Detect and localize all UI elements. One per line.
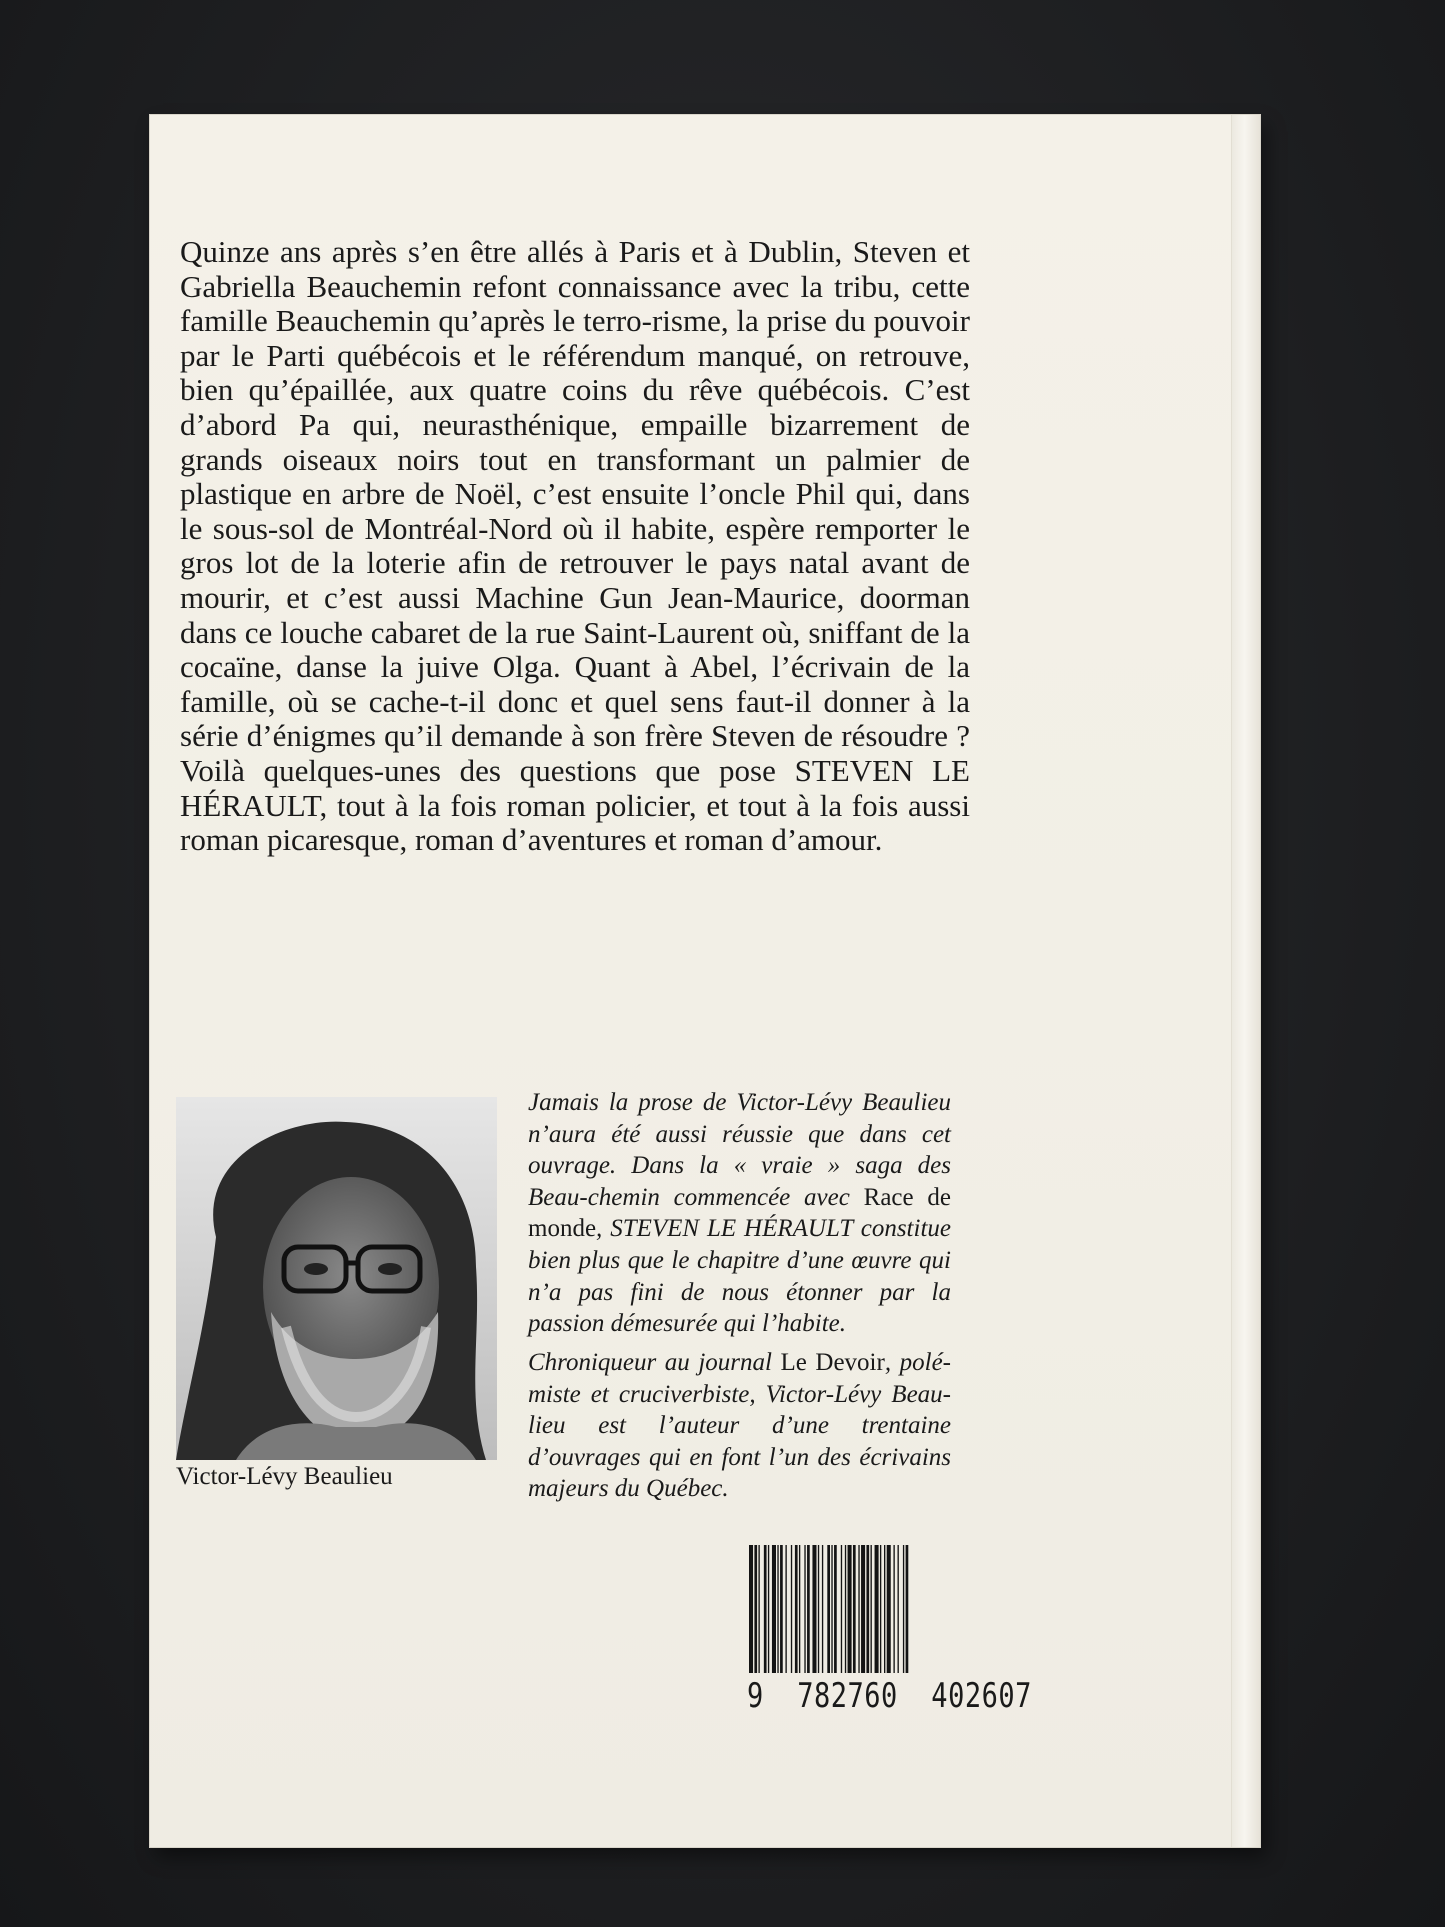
barcode-bar <box>871 1545 872 1673</box>
barcode-bar <box>848 1545 852 1673</box>
barcode-bar <box>893 1545 894 1673</box>
barcode-bar <box>785 1545 786 1673</box>
quote-book-title: Race de monde <box>528 1183 952 1243</box>
barcode-bar <box>772 1545 776 1673</box>
barcode-bar <box>887 1545 891 1673</box>
book-edge <box>1231 115 1260 1847</box>
barcode-bar <box>768 1545 769 1673</box>
barcode-bar <box>822 1545 823 1673</box>
barcode-bar <box>898 1545 899 1673</box>
barcode-bar <box>764 1545 767 1673</box>
barcode-bar <box>791 1545 792 1673</box>
barcode-bar <box>754 1545 757 1673</box>
barcode-bar <box>827 1545 830 1673</box>
barcode-bar <box>884 1545 885 1673</box>
quote-text-2: , STEVEN LE HÉRAULT constitue bien plus que le chapitre d’une œuvre qui n’a pas fini de nous étonner par la passion démesurée qui l’habite. <box>528 1215 951 1338</box>
barcode-digits: 9 782760 402607 <box>747 1677 1032 1716</box>
barcode-bar <box>866 1545 869 1673</box>
barcode-bar <box>799 1545 800 1673</box>
barcode-bar <box>880 1545 881 1673</box>
barcode-bar <box>861 1545 865 1673</box>
author-bio <box>528 1347 951 1505</box>
bio-text-1: Chroniqueur au journal <box>528 1349 781 1376</box>
barcode-bar <box>834 1545 837 1673</box>
barcode-bar <box>795 1545 798 1673</box>
photo-caption: Victor-Lévy Beaulieu <box>176 1463 393 1490</box>
bio-newspaper-name: Le Devoir <box>780 1349 885 1376</box>
quote-text-1: Jamais la prose de Victor-Lévy Beaulieu n’aura été aussi réussie que dans cet ouvrage. Dans la « vraie » saga des Beau-chemin commencée avec <box>528 1089 951 1211</box>
barcode-bars <box>747 1545 957 1675</box>
barcode-bar <box>807 1545 810 1673</box>
barcode-bar <box>903 1545 904 1673</box>
barcode-bar <box>853 1545 856 1673</box>
barcode-bar <box>777 1545 778 1673</box>
author-photo <box>176 1097 497 1460</box>
barcode-bar <box>780 1545 783 1673</box>
barcode-bar <box>812 1545 816 1673</box>
barcode-bar <box>804 1545 805 1673</box>
barcode-bar <box>818 1545 819 1673</box>
barcode-bar <box>906 1545 909 1673</box>
blurb-paragraph: Quinze ans après s’en être allés à Paris et à Dublin, Steven et Gabriella Beauchemin refont connaissance avec la tribu, cette famille Beauchemin qu’après le terro-risme, la prise du pouvoir par le Parti québécois et le référendum manqué, on retrouve, bien qu’épaillée, aux quatre coins du rêve québécois. C’est d’abord Pa qui, neurasthénique, empaille bizarrement de grands oiseaux noirs tout en transformant un palmier de plastique en arbre de Noël, c’est ensuite l’oncle Phil qui, dans le sous-sol de Montréal-Nord où il habite, espère remporter le gros lot de la loterie afin de retrouver le pays natal avant de mourir, et c’est aussi Machine Gun Jean-Maurice, doorman dans ce louche cabaret de la rue Saint-Laurent où, sniffant de la cocaïne, danse la juive Olga. Quant à Abel, l’écrivain de la famille, où se cache-t-il donc et quel sens faut-il donner à la série d’énigmes qu’il demande à son frère Steven de résoudre ? Voilà quelques-unes des questions que pose STEVEN LE HÉRAULT, tout à la fois roman policier, et tout à la fois aussi roman picaresque, roman d’aventures et roman d’amour. <box>180 234 970 858</box>
barcode-bar <box>841 1545 842 1673</box>
barcode-bar <box>875 1545 879 1673</box>
barcode-bar <box>831 1545 832 1673</box>
barcode-bar <box>858 1545 859 1673</box>
barcode-bar <box>749 1545 753 1673</box>
critic-quote <box>528 1087 951 1340</box>
isbn-barcode <box>747 1545 1032 1716</box>
barcode-bar <box>845 1545 846 1673</box>
barcode-bar <box>758 1545 759 1673</box>
bio-text-2: , polé-miste et cruciverbiste, Victor-Lévy Beau-lieu est l’auteur d’une trentaine d’ouvrages qui en font l’un des écrivains majeurs du Québec. <box>528 1349 952 1503</box>
